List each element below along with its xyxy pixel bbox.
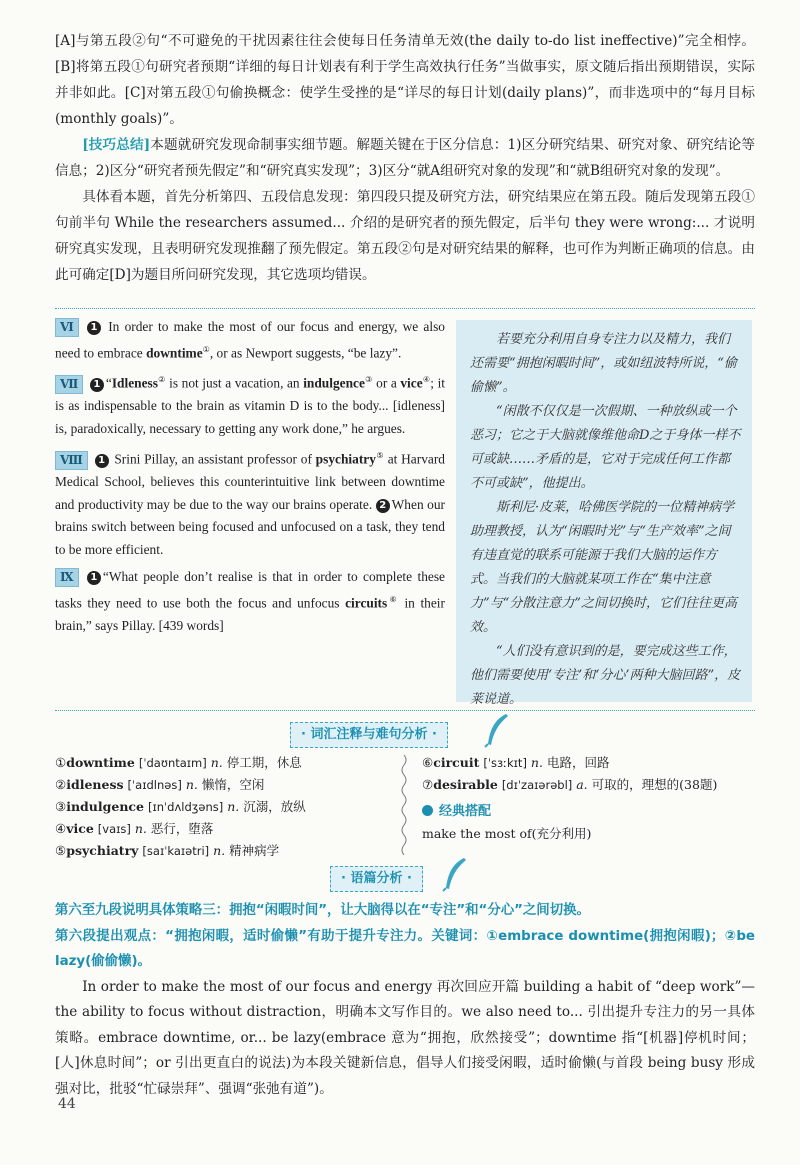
vocab-list-left	[55, 752, 395, 862]
vocab-number: ①	[55, 755, 67, 770]
translation-box	[456, 320, 752, 707]
vocab-phonetic: [vaɪs]	[97, 822, 131, 836]
vocab-word: circuit	[433, 755, 480, 770]
vocab-pos: n.	[227, 799, 240, 814]
passage-paragraph-7	[55, 369, 445, 440]
translation-paragraph: 若要充分利用自身专注力以及精力，我们还需要“拥抱闲暇时间”，或如纽波特所说，“偷偷懒”。	[470, 332, 737, 395]
footnote-mark: ③	[364, 375, 373, 385]
passage-text: Srini Pillay, an assistant professor of	[114, 451, 316, 467]
vocab-meaning: 可取的，理想的(38题)	[591, 777, 718, 792]
vocab-phonetic: [saɪˈkaɪətri]	[142, 844, 210, 858]
passage-text: In order to make the most of our focus and energy, we also need to embrace	[55, 319, 445, 360]
divider	[55, 308, 755, 309]
translation-paragraph: “闲散不仅仅是一次假期、一种放纵或一个恶习；它之于大脑就像维他命D之于身体一样不可或缺……矛盾的是，它对于完成任何工作都不可或缺”，他提出。	[470, 404, 741, 491]
vocab-item	[55, 774, 395, 796]
vocab-section-banner: · 词汇注释与难句分析 ·	[290, 722, 448, 748]
footnote-mark: ⑤	[375, 451, 384, 461]
sentence-number: 1	[87, 571, 101, 585]
vocab-word: psychiatry	[66, 843, 139, 858]
translation-paragraph: “人们没有意识到的是，要完成这些工作，他们需要使用‘专注’和‘分心’两种大脑回路”，皮莱说道。	[470, 644, 741, 707]
keyword: psychiatry	[315, 451, 376, 467]
vocab-pos: a.	[576, 777, 588, 792]
tip-text: 本题就研究发现命制事实细节题。解题关键在于区分信息：1)区分研究结果、研究对象、研究结论等信息；2)区分“研究者预先假定”和“研究真实发现”；3)区分“就A组研究对象的发现”和“就B组研究对象的发现”。	[55, 137, 755, 179]
paragraph-number: Ⅸ	[55, 568, 79, 587]
collocation-item: make the most of(充分利用)	[422, 826, 592, 841]
passage-text: is not just a vacation, an	[165, 375, 304, 391]
paragraph-number: Ⅵ	[55, 318, 79, 337]
vocab-word: downtime	[66, 755, 135, 770]
vocab-meaning: 懒惰，空闲	[201, 777, 265, 792]
passage-paragraph-6	[55, 316, 445, 364]
passage-text: ; it is as indispensable to the brain as vitamin D is to the body... [idleness] is, paradoxically, necessary to getting any work done,” he argues.	[55, 375, 446, 436]
collocation-heading	[422, 800, 752, 823]
vocab-meaning: 停工期，休息	[226, 755, 302, 770]
page-number: 44	[58, 1096, 76, 1112]
vocab-item	[55, 818, 395, 840]
passage-text: “	[105, 375, 112, 391]
vocab-pos: n.	[134, 821, 147, 836]
passage-text: at Harvard Medical School, believes this counterintuitive link between downtime and productivity may be due to the way our brains operate.	[55, 451, 445, 512]
passage-paragraph-8	[55, 445, 445, 561]
vocab-meaning: 电路，回路	[546, 755, 610, 770]
vocab-phonetic: [ɪnˈdʌldʒəns]	[147, 800, 224, 814]
paragraph-number: Ⅶ	[55, 375, 83, 394]
discourse-section-banner: · 语篇分析 ·	[330, 866, 423, 892]
sentence-number: 1	[87, 321, 101, 335]
vocab-phonetic: [dɪˈzaɪərəbl]	[501, 778, 573, 792]
collocation-title: 经典搭配	[439, 804, 492, 819]
vocab-item	[422, 752, 752, 774]
vocab-phonetic: [ˈaɪdlnəs]	[127, 778, 182, 792]
vocab-item	[422, 774, 752, 796]
passage-text: or a	[372, 375, 401, 391]
column-divider	[400, 755, 408, 855]
passage-text: , or as Newport suggests, “be lazy”.	[209, 344, 402, 360]
vocab-word: idleness	[66, 777, 124, 792]
vocab-number: ②	[55, 777, 67, 792]
analysis-paragraph: 具体看本题，首先分析第四、五段信息发现：第四段只提及研究方法，研究结果应在第五段。随后发现第五段①句前半句 While the researchers assumed... 介绍的是研究者的预先假定，后半句 they were wrong:... 才说明研究真实发现，且表明研究发现推翻了预先假定。第五段②句是对研究结果的解释，也可作为判断正确项的信息。由此可确定[D]为题目所问研究发现，其它选项均错误。	[55, 189, 755, 283]
answer-analysis	[55, 28, 755, 288]
translation-paragraph: 斯利尼·皮莱，哈佛医学院的一位精神病学助理教授，认为“闲暇时光”与“生产效率”之间有违直觉的联系可能源于我们大脑的运作方式。当我们的大脑就某项工作在“集中注意力”与“分散注意力”之间切换时，它们往往更高效。	[470, 500, 737, 635]
passage-paragraph-9	[55, 566, 445, 637]
vocab-number: ④	[55, 821, 67, 836]
vocab-item	[55, 752, 395, 774]
footnote-mark: ①	[202, 344, 210, 354]
keyword: downtime	[146, 344, 203, 360]
keyword: circuits	[345, 595, 388, 611]
vocab-pos: n.	[213, 843, 226, 858]
vocab-meaning: 精神病学	[229, 843, 280, 858]
vocab-word: desirable	[433, 777, 498, 792]
vocab-word: indulgence	[66, 799, 144, 814]
sentence-number: 1	[90, 378, 104, 392]
sentence-number: 2	[376, 499, 390, 513]
discourse-heading: 第六段提出观点：“拥抱闲暇，适时偷懒”有助于提升专注力。关键词：①embrace downtime(拥抱闲暇)；②be lazy(偷偷懒)。	[55, 928, 755, 969]
bullet-icon	[422, 805, 433, 816]
keyword: Idleness	[111, 375, 158, 391]
footnote-mark: ⑥	[387, 594, 399, 604]
vocab-number: ⑦	[422, 777, 434, 792]
vocab-pos: n.	[185, 777, 198, 792]
vocab-item	[55, 796, 395, 818]
quill-icon	[442, 856, 468, 892]
vocab-number: ⑥	[422, 755, 434, 770]
vocab-list-right	[422, 752, 752, 845]
vocab-phonetic: [ˈdaʊntaɪm]	[138, 756, 207, 770]
keyword: vice	[400, 375, 423, 391]
tip-label: [技巧总结]	[82, 137, 151, 153]
vocab-number: ⑤	[55, 843, 67, 858]
passage-text: in their brain,” says Pillay. [439 words]	[55, 595, 445, 633]
keyword: indulgence	[303, 375, 365, 391]
vocab-number: ③	[55, 799, 67, 814]
divider	[55, 710, 755, 711]
discourse-analysis	[55, 898, 755, 1102]
vocab-phonetic: [ˈsɜːkɪt]	[483, 756, 527, 770]
passage-text: When our brains switch between being focused and unfocused on a task, they tend to be more efficient.	[55, 496, 445, 557]
vocab-pos: n.	[210, 755, 223, 770]
footnote-mark: ②	[157, 375, 166, 385]
vocab-item	[55, 840, 395, 862]
footnote-mark: ④	[422, 375, 431, 385]
vocab-word: vice	[66, 821, 94, 836]
tip-summary	[55, 132, 755, 184]
discourse-heading: 第六至九段说明具体策略三：拥抱“闲暇时间”，让大脑得以在“专注”和“分心”之间切换。	[55, 903, 590, 918]
vocab-pos: n.	[530, 755, 543, 770]
vocab-meaning: 恶行，堕落	[150, 821, 214, 836]
sentence-number: 1	[95, 454, 109, 468]
paragraph-number: Ⅷ	[55, 451, 88, 470]
passage-text: “What people don’t realise is that in order to complete these tasks they need to use both the focus and unfocus	[55, 569, 445, 611]
vocab-meaning: 沉溺，放纵	[243, 799, 306, 814]
reading-passage	[55, 316, 445, 642]
analysis-paragraph: [A]与第五段②句“不可避免的干扰因素往往会使每日任务清单无效(the daily to-do list ineffective)”完全相悖。[B]将第五段①句研究者预期“详细的每日计划表有利于学生高效执行任务”当做事实，原文随后指出预期错误，实际并非如此。[C]对第五段①句偷换概念：使学生受挫的是“详尽的每日计划(daily plans)”，而非选项中的“每月目标(monthly goals)”。	[55, 33, 755, 127]
discourse-paragraph: In order to make the most of our focus and energy 再次回应开篇 building a habit of “deep work”— the ability to focus without distraction，明确本文写作目的。we also need to... 引出提升专注力的另一具体策略。embrace downtime, or... be lazy(embrace 意为“拥抱，欣然接受”；downtime 指“[机器]停机时间；[人]休息时间”；or 引出更直白的说法)为本段关键新信息，倡导人们接受闲暇，适时偷懒(与首段 being busy 形成强对比，批驳“忙碌崇拜”、强调“张弛有道”)。	[55, 978, 755, 1097]
quill-icon	[484, 712, 510, 748]
